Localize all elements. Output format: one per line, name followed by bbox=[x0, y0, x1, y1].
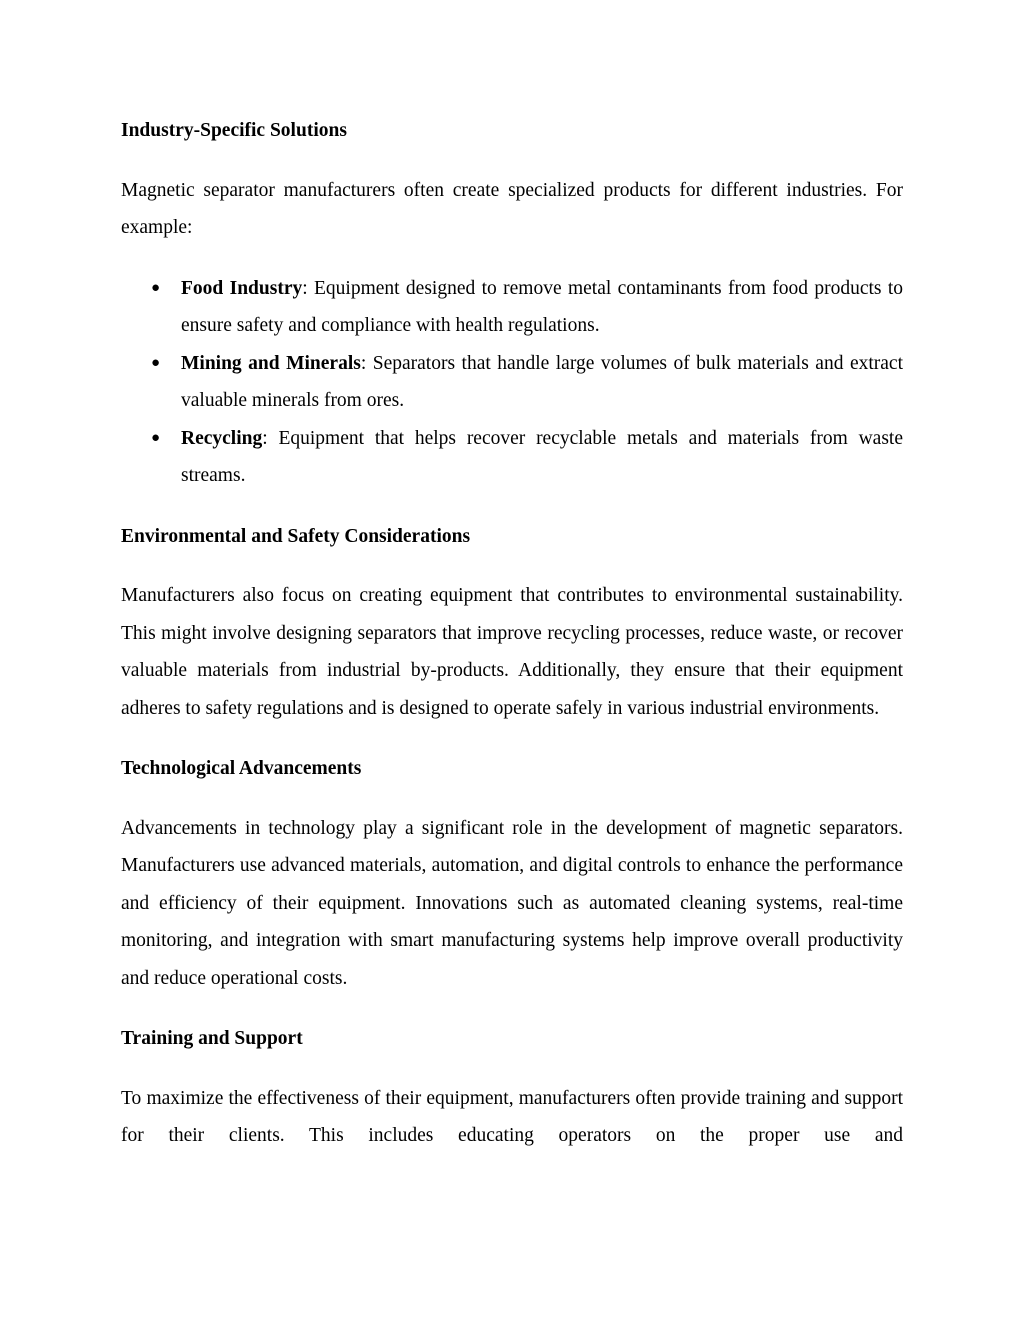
section-paragraph-training-support: To maximize the effectiveness of their equipment, manufacturers often provide training and support for their clients. This includes educating operators on the proper use and bbox=[121, 1087, 903, 1146]
bullet-text: : Separators that handle large volumes of bulk materials and extract valuable minerals from ores. bbox=[181, 352, 903, 411]
list-item-recycling bbox=[121, 420, 903, 495]
section-paragraph-environmental-safety: Manufacturers also focus on creating equipment that contributes to environmental sustainability. This might involve designing separators that improve recycling processes, reduce waste, or recover valuable materials from industrial by-products. Additionally, they ensure that their equipment adheres to safety regulations and is designed to operate safely in various industrial environments. bbox=[121, 585, 903, 719]
bullet-text: : Equipment designed to remove metal contaminants from food products to ensure safety and compliance with health regulations. bbox=[181, 277, 904, 336]
bullet-term: Recycling bbox=[181, 427, 263, 449]
list-item-food-industry bbox=[121, 270, 903, 345]
section-heading-environmental-safety: Environmental and Safety Considerations bbox=[121, 525, 471, 547]
list-item-mining-and-minerals bbox=[121, 345, 903, 420]
bullet-icon: ● bbox=[151, 354, 161, 371]
bullet-icon: ● bbox=[151, 279, 161, 296]
section-paragraph-industry-specific-solutions: Magnetic separator manufacturers often create specialized products for different industries. For example: bbox=[121, 179, 903, 238]
document-page bbox=[121, 112, 903, 1155]
section-heading-training-support: Training and Support bbox=[121, 1028, 303, 1049]
bullet-text: : Equipment that helps recover recyclable metals and materials from waste streams. bbox=[181, 427, 903, 486]
bullet-icon: ● bbox=[151, 429, 161, 446]
section-heading-industry-specific-solutions: Industry-Specific Solutions bbox=[121, 120, 347, 141]
section-heading-technological-advancements: Technological Advancements bbox=[121, 758, 362, 779]
bullet-term: Food Industry bbox=[181, 277, 303, 299]
section-paragraph-technological-advancements: Advancements in technology play a significant role in the development of magnetic separators. Manufacturers use advanced materials, automation, and digital controls to enhance the performance and efficiency of their equipment. Innovations such as automated cleaning systems, real-time monitoring, and integration with smart manufacturing systems help improve overall productivity and reduce operational costs. bbox=[121, 817, 903, 989]
industry-bullet-list bbox=[121, 270, 903, 495]
bullet-term: Mining and Minerals bbox=[181, 352, 361, 374]
